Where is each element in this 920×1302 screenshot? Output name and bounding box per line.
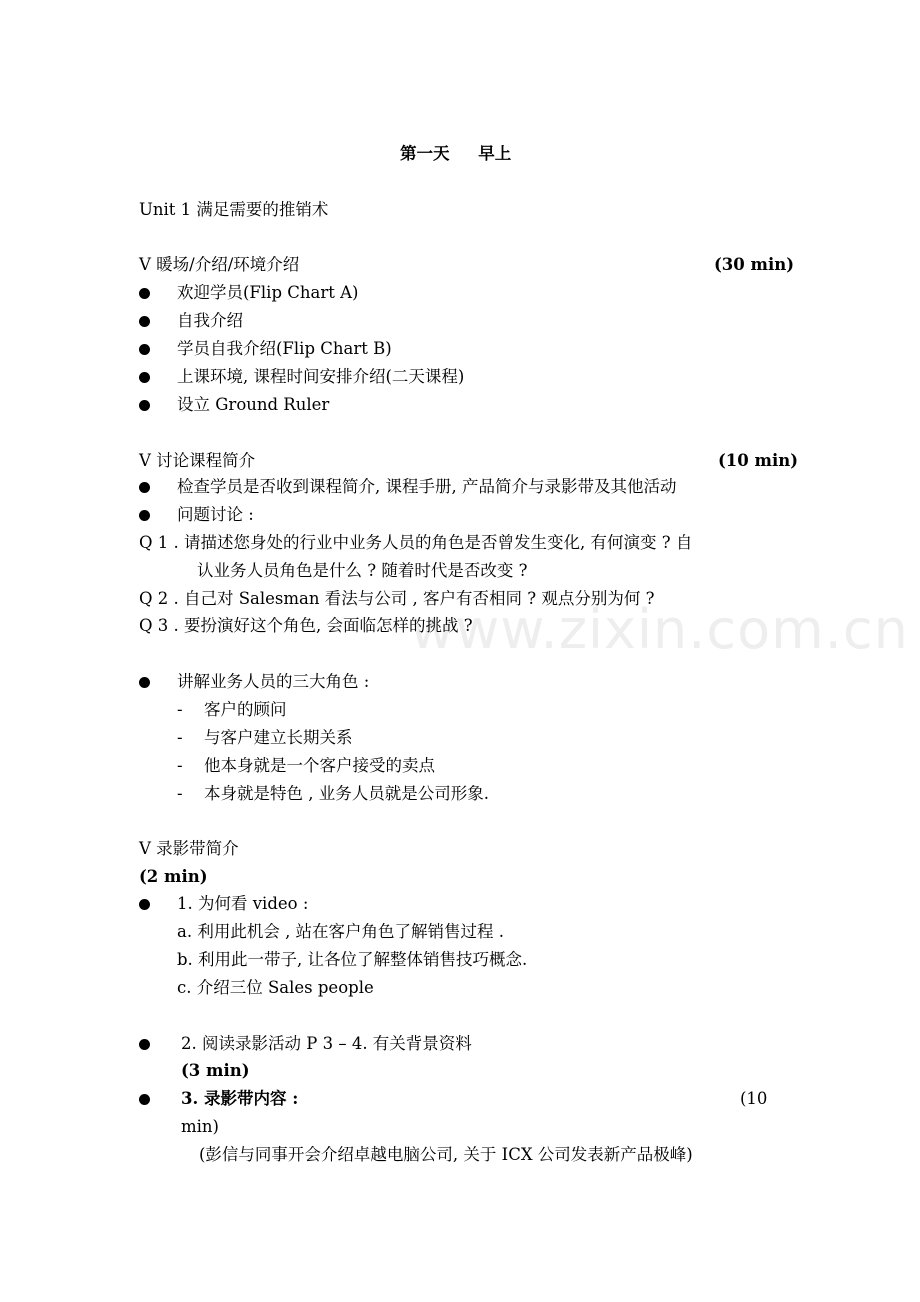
item-time: (10: [740, 1089, 768, 1108]
role-item: 客户的顾问: [204, 700, 287, 719]
section-heading-video: V 录影带简介: [139, 839, 239, 858]
list-item: 欢迎学员(Flip Chart A): [177, 283, 359, 302]
dash-icon: -: [177, 728, 183, 747]
list-item: 学员自我介绍(Flip Chart B): [177, 339, 392, 358]
unit-title: Unit 1 满足需要的推销术: [139, 200, 329, 219]
role-item: 本身就是特色 , 业务人员就是公司形象.: [204, 784, 489, 803]
role-item: 与客户建立长期关系: [204, 728, 353, 747]
list-item: 设立 Ground Ruler: [177, 395, 330, 414]
list-item: 1. 为何看 video :: [177, 894, 309, 913]
section-time-course: (10 min): [718, 451, 799, 470]
question-2: Q 2 . 自己对 Salesman 看法与公司 , 客户有否相同 ? 观点分别为何 ?: [139, 589, 655, 608]
bullet-icon: [139, 344, 150, 355]
section-heading-warmup: V 暖场/介绍/环境介绍: [139, 255, 300, 274]
sub-item: b. 利用此一带子, 让各位了解整体销售技巧概念.: [177, 950, 528, 969]
list-item: 自我介绍: [177, 311, 243, 330]
watermark: www.zixin.com.cn: [410, 598, 909, 661]
sub-item: c. 介绍三位 Sales people: [177, 978, 374, 997]
bullet-icon: [139, 1039, 150, 1050]
list-item: 检查学员是否收到课程简介, 课程手册, 产品简介与录影带及其他活动: [177, 477, 677, 496]
item-time-cont: min): [181, 1117, 219, 1136]
bullet-icon: [139, 288, 150, 299]
section-time-video: (2 min): [139, 867, 208, 886]
video-note: (彭信与同事开会介绍卓越电脑公司, 关于 ICX 公司发表新产品极峰): [199, 1145, 693, 1164]
role-item: 他本身就是一个客户接受的卖点: [204, 756, 435, 775]
roles-heading: 讲解业务人员的三大角色 :: [177, 672, 370, 691]
bullet-icon: [139, 1094, 150, 1105]
section-time-warmup: (30 min): [714, 255, 795, 274]
bullet-icon: [139, 482, 150, 493]
question-1-cont: 认业务人员角色是什么 ? 随着时代是否改变 ?: [197, 561, 528, 580]
item-time: (3 min): [181, 1061, 250, 1080]
bullet-icon: [139, 372, 150, 383]
list-item: 2. 阅读录影活动 P 3 – 4. 有关背景资料: [181, 1034, 472, 1053]
question-3: Q 3 . 要扮演好这个角色, 会面临怎样的挑战 ?: [139, 616, 473, 635]
bullet-icon: [139, 316, 150, 327]
page-title: 第一天 早上: [400, 144, 512, 163]
dash-icon: -: [177, 784, 183, 803]
list-item: 问题讨论 :: [177, 505, 254, 524]
sub-item: a. 利用此机会 , 站在客户角色了解销售过程 .: [177, 922, 505, 941]
bullet-icon: [139, 510, 150, 521]
bullet-icon: [139, 677, 150, 688]
list-item: 3. 录影带内容 :: [181, 1089, 299, 1108]
question-1: Q 1 . 请描述您身处的行业中业务人员的角色是否曾发生变化, 有何演变 ? 自: [139, 533, 693, 552]
section-heading-course: V 讨论课程简介: [139, 451, 256, 470]
bullet-icon: [139, 899, 150, 910]
list-item: 上课环境, 课程时间安排介绍(二天课程): [177, 367, 465, 386]
dash-icon: -: [177, 756, 183, 775]
dash-icon: -: [177, 700, 183, 719]
bullet-icon: [139, 400, 150, 411]
